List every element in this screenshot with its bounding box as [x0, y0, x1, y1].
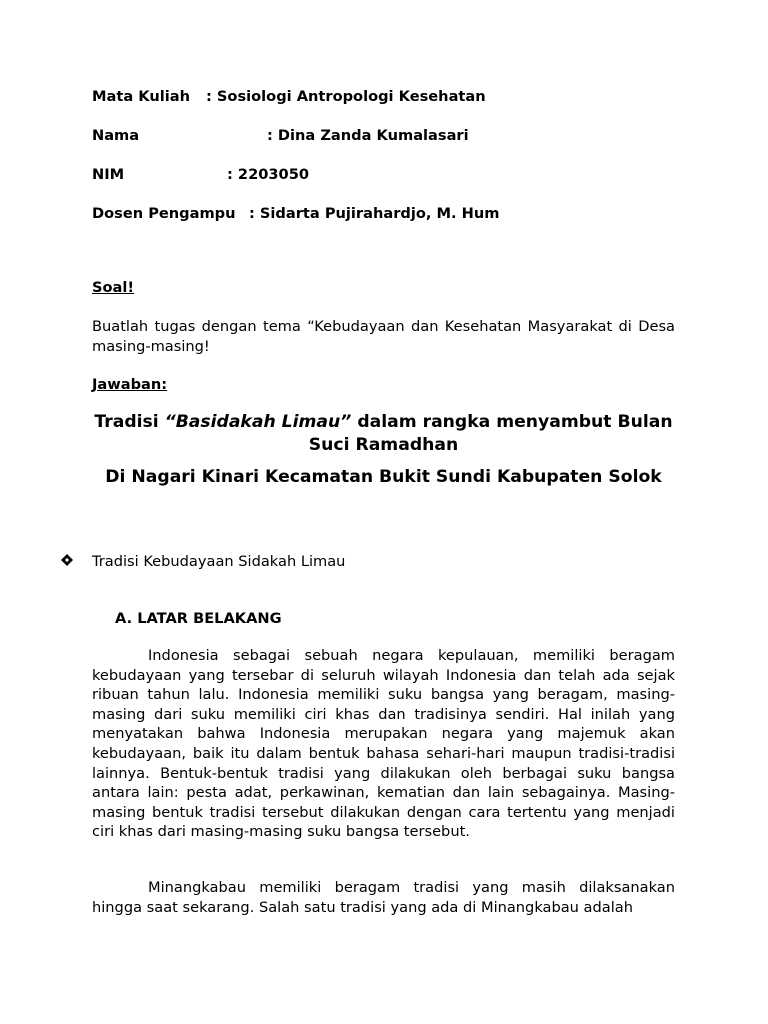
nim-label: NIM — [92, 166, 125, 183]
title-prefix: Tradisi — [94, 412, 165, 432]
title-suffix: dalam rangka menyambut Bulan Suci Ramadhan — [308, 412, 673, 455]
soal-heading: Soal! — [92, 279, 135, 296]
section-a-paragraph-2: Minangkabau memiliki beragam tradisi yang masih dilaksanakan hingga saat sekarang. Salah satu tradisi yang ada di Minangkabau adalah — [92, 879, 675, 916]
document-subtitle: Di Nagari Kinari Kecamatan Bukit Sundi Kabupaten Solok — [105, 467, 662, 487]
jawaban-heading: Jawaban: — [92, 376, 168, 393]
section-a-heading: A. LATAR BELAKANG — [115, 610, 282, 627]
diamond-bullet-icon — [60, 553, 74, 571]
bullet-item-text: Tradisi Kebudayaan Sidakah Limau — [92, 553, 346, 570]
nama-value: : Dina Zanda Kumalasari — [267, 127, 469, 144]
nim-value: : 2203050 — [227, 166, 309, 183]
mata-kuliah-label: Mata Kuliah — [92, 88, 190, 105]
section-a-paragraph-1: Indonesia sebagai sebuah negara kepulauan, memiliki beragam kebudayaan yang tersebar di seluruh wilayah Indonesia dan telah ada sejak ribuan tahun lalu. Indonesia memiliki suku bangsa yang beragam, masing-masing dari suku memiliki ciri khas dan tradisinya sendiri. Hal inilah yang menyatakan bahwa Indonesia merupakan negara yang majemuk akan kebudayaan, baik itu dalam bentuk bahasa sehari-hari maupun tradisi-tradisi lainnya. Bentuk-bentuk tradisi yang dilakukan oleh berbagai suku bangsa antara lain: pesta adat, perkawinan, kematian dan lain sebagainya. Masing-masing bentuk tradisi tersebut dilakukan dengan cara tertentu yang menjadi ciri khas dari masing-masing suku bangsa tersebut. — [92, 647, 675, 841]
title-italic: “Basidakah Limau” — [164, 412, 352, 432]
dosen-label: Dosen Pengampu — [92, 205, 236, 222]
nama-label: Nama — [92, 127, 140, 144]
soal-text: Buatlah tugas dengan tema “Kebudayaan dan Kesehatan Masyarakat di Desa masing-masing! — [92, 318, 675, 355]
mata-kuliah-value: : Sosiologi Antropologi Kesehatan — [206, 88, 486, 105]
document-title — [92, 411, 675, 457]
dosen-value: : Sidarta Pujirahardjo, M. Hum — [249, 205, 500, 222]
